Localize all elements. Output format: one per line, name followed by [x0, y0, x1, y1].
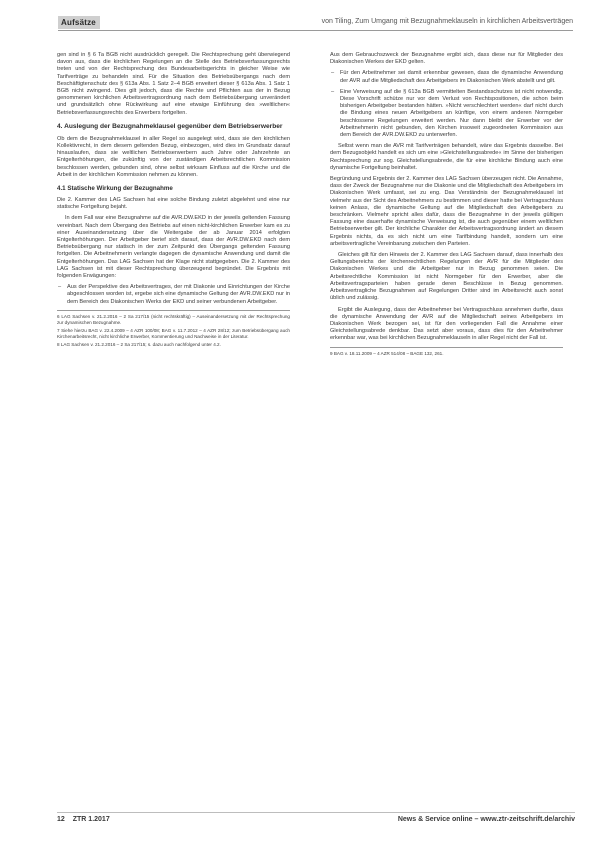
- footnote: 7 Siehe hierzu BAG v. 22.4.2009 – 4 AZR 100/08; BAG v. 11.7.2012 – 4 AZR 28/12; zum Betriebsübergang auch Kirchenarbeitsrecht, nicht kirchliche Erwerber, Kommentierung und Nachweise in der Literatur.: [57, 327, 290, 339]
- paragraph: Selbst wenn man die AVR mit Tarifverträgen behandelt, wäre das Ergebnis dasselbe. Bei dem Bezugsobjekt handelt es sich um eine »Gleichstellungsabrede« im Sinne der bisherigen Rechtsprechung zur sog. Gleichstellungsabrede, die für eine kirchliche Bindung auch eine dynamische Fortgeltung beinhaltet.: [330, 143, 563, 171]
- footnote: 6 LAG Sachsen v. 21.2.2016 – 2 Sa 217/15 (nicht rechtskräftig) – Auseinandersetzung mit der Rechtsprechung zur dynamischen Bezugnahme.: [57, 313, 290, 325]
- page-header: [58, 16, 573, 31]
- list-item: – Aus der Perspektive des Arbeitsvertrages, der mit Diakonie und Einrichtungen der Kirche abgeschlossen worden ist, ergebe sich eine dynamische Geltung der AVR.DW.EKD nur in dem Bereich des Diakonischen Werks der EKD und seiner verbundenen Arbeitgeber.: [67, 284, 290, 306]
- paragraph: In dem Fall war eine Bezugnahme auf die AVR.DW.EKD in der jeweils geltenden Fassung vereinbart. Nach dem Übergang des Betriebs auf einen nicht-kirchlichen Erwerber kam es zu einer Auseinandersetzung über die Weitergabe der ab Januar 2014 erfolgten Entgelterhöhungen. Der Arbeitgeber berief sich darauf, dass der AVR.DW.EKD nach dem Betriebsübergang nur statisch in der zum Zeitpunkt des Übergangs geltenden Fassung fortgelten. Die Arbeitnehmerin verlangte dagegen die dynamische Anwendung und damit die Entgelterhöhungen. Das LAG Sachsen hat der Klage nicht stattgegeben. Die 2. Kammer des LAG Sachsen ist mit dieser Rechtsprechung überzeugend begründet. Die Ergebnis mit folgenden Erwägungen:: [57, 215, 290, 280]
- paragraph: Ob dem die Bezugnahmeklausel in aller Regel so ausgelegt wird, dass sie den kirchlichen Kollektivrecht, in dem diesem geltenden Bezug, einbezogen, wird dies im Grundsatz darauf hinauslaufen, dass sie weltlichen Betriebserwerbern auch Jahre oder Jahrzehnte an Entgelterhöhungen, die zukünftig von der zuständigen Arbeitsrechtlichen Kommission beschlossen werden, gebunden sind, ohne selbst wirksam Einfluss auf die Kirche und die Arbeit in der kirchlichen Kommission nehmen zu können.: [57, 135, 290, 178]
- paragraph: Aus dem Gebrauchszweck der Bezugnahme ergibt sich, dass diese nur für Mitglieder des Diakonischen Werkes der EKD gelten.: [330, 52, 563, 66]
- footnotes: [57, 310, 290, 348]
- paragraph: Ergibt die Auslegung, dass der Arbeitnehmer bei Vertragsschluss annehmen durfte, dass die dynamische Anwendung der AVR auf die Mitgliedschaft seines Arbeitgebers im Diakonischen Werk bezogen sei, ist für den vorliegenden Fall die Annahme einer Gleichstellungsabrede denkbar. Das setzt aber voraus, dass dies für den Arbeitnehmer erkennbar war, was bei kirchlichen Bezugnahmeklauseln in aller Regel nicht der Fall ist.: [330, 306, 563, 342]
- footnotes: [330, 347, 563, 357]
- running-title: von Tiling, Zum Umgang mit Bezugnahmeklauseln in kirchlichen Arbeitsverträgen: [321, 18, 573, 25]
- journal-issue: ZTR 1.2017: [72, 816, 110, 823]
- paragraph: Die 2. Kammer des LAG Sachsen hat eine solche Bindung zuletzt abgelehnt und eine nur statische Fortgeltung bejaht.: [57, 197, 290, 211]
- paragraph: gen sind in § 6 Ta BGB nicht ausdrücklich geregelt. Die Rechtsprechung geht überwiegend davon aus, dass die kirchlichen Regelungen an die Stelle des Betriebsverfassungsrechts treten und von der Rechtsprechung des Bundesarbeitsgerichts in gleicher Weise wie Tarifverträge zu behandeln sind. Für die Situation des Betriebsübergangs nach dem Beschäftigtenschutz des § 613a Abs. 1 Satz 2–4 BGB erweitert dieser § 613a Abs. 1 Satz 1 BGB nicht zwingend. Dies gilt jedoch, dass die Rechte und Pflichten aus der in Bezug genommenen kirchlichen Arbeitsvertragsordnung nach dem Betriebsübergang unverändert und grundsätzlich ohne Rückwirkung auf eine etwaige Einführung des »weltlichen« Betriebsverfassungsrechts des Erwerbers fortgelten.: [57, 52, 290, 116]
- footnote: 9 BAG v. 18.11.2009 – 4 AZR 514/08 – BAGE 132, 261.: [330, 350, 444, 356]
- paragraph: Gleiches gilt für den Hinweis der 2. Kammer des LAG Sachsen darauf, dass innerhalb des Geltungsbereichs der kirchenrechtlichen Regelungen der AVR für die Mitglieder des Diakonischen Werkes und die Arbeitgeber nur in Bezug genommen seien. Die Arbeitsrechtliche Kommission ist nicht Normgeber für den Erwerber, aber die Arbeitsvertragsparteien haben gerade deren Beschlüsse in Bezug genommen. Arbeitsvertragliche Bezugnahmen auf Regelungen Dritter sind im Arbeitsrecht auch sonst üblich und zulässig.: [330, 252, 563, 302]
- paragraph: Begründung und Ergebnis der 2. Kammer des LAG Sachsen überzeugen nicht. Die Annahme, dass der Zweck der Bezugnahme nur die Diakonie und die Mitgliedschaft des Arbeitgebers im Diakonischen Werk umfasst, sei zu eng. Das Verständnis der Bezugnahmeklausel ist vielmehr aus der Sicht des Arbeitnehmers zu bestimmen und dieser hatte bei Vertragsschluss keinen Anlass, die dynamische Geltung auf die Mitgliedschaft des Arbeitgebers zu beschränken. Vielmehr spricht alles dafür, dass die Bezugnahme in der jeweils gültigen Fassung eine dauerhafte dynamische Verweisung ist, die auch gegenüber einem weltlichen Betriebserwerber gilt. Der kirchliche Charakter der Arbeitsvertragsordnung ändert an diesem Ergebnis nichts, da es sich nicht um eine Tarifbindung handelt, sondern um eine arbeitsvertragliche Vereinbarung zwischen den Parteien.: [330, 176, 563, 247]
- left-column: [57, 52, 290, 350]
- subsection-heading: 4.1 Statische Wirkung der Bezugnahme: [57, 185, 173, 193]
- right-column: [330, 52, 563, 359]
- list-item: – Eine Verweisung auf die § 613a BGB vermittelten Bestandsschutzes ist nicht notwendig. Diese Vorschrift schütze nur vor dem Verlust von Rechtspositionen, die schon beim bisherigen Arbeitgeber bestanden hätten. »Nicht verschlechtert werden« darf nicht durch die Bindung eines neuen Arbeitgebers an künftige, von einem anderen Normgeber beschlossene Regelungen erweitert werden. Nur dann bleibt der Erwerber vor der Arbeitnehmerin nicht gebunden, den Kirchen insoweit zugeordneten Kommission aus dem Bereich der AVR.DW.EKD zu unterwerfen.: [340, 89, 563, 139]
- section-tag: Aufsätze: [58, 16, 100, 29]
- footer-left: [57, 816, 110, 823]
- footnote: 8 LAG Sachsen v. 21.2.2016 – 2 Sa 217/15; s. dazu auch nachfolgend unter 4.2.: [57, 341, 221, 347]
- footer-web: News & Service online – www.ztr-zeitschrift.de/archiv: [397, 816, 575, 823]
- bullet-list: [330, 70, 563, 139]
- page-footer: [57, 812, 575, 825]
- section-heading: 4. Auslegung der Bezugnahmeklausel gegenüber dem Betriebserwerber: [57, 122, 283, 130]
- page-number: 12: [57, 816, 65, 823]
- list-item: – Für den Arbeitnehmer sei damit erkennbar gewesen, dass die dynamische Anwendung der AVR auf die Mitgliedschaft des Arbeitgebers im Diakonischen Werk abstellt und gilt.: [340, 70, 563, 84]
- bullet-list: [57, 284, 290, 306]
